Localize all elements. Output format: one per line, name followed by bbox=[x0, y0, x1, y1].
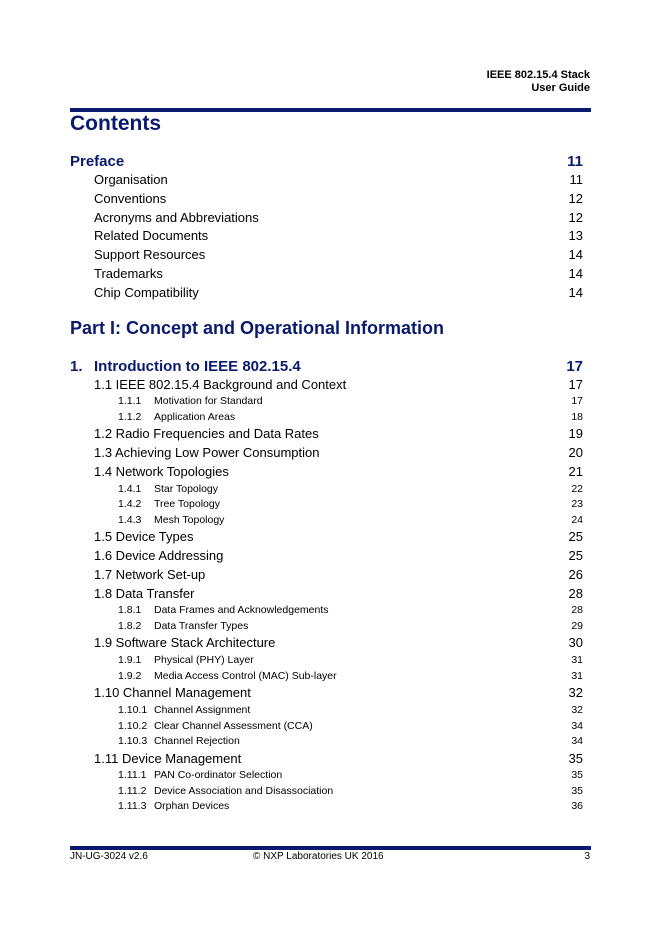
toc-subsection[interactable] bbox=[70, 498, 583, 514]
toc-entry-label bbox=[94, 210, 259, 225]
toc-subsection-number: 1.11.3 bbox=[118, 800, 147, 813]
toc-entry-title: Organisation bbox=[94, 172, 168, 187]
toc-entry-title: Chip Compatibility bbox=[94, 284, 199, 300]
toc-subsection-title: Data Transfer Types bbox=[154, 619, 249, 632]
toc-entry-page: 11 bbox=[569, 172, 583, 187]
toc-section[interactable] bbox=[70, 567, 583, 586]
toc-subsection[interactable] bbox=[70, 654, 583, 670]
toc-entry[interactable] bbox=[70, 266, 583, 285]
toc-section-title: 1.3 Achieving Low Power Consumption bbox=[94, 445, 320, 461]
toc-section[interactable] bbox=[70, 685, 583, 704]
toc-subsection-page: 35 bbox=[571, 769, 583, 782]
toc-subsection-page: 36 bbox=[571, 800, 583, 813]
toc-entry-page: 14 bbox=[568, 284, 583, 300]
toc-section-label bbox=[94, 751, 241, 766]
toc-subsection-label bbox=[118, 654, 254, 666]
toc-subsection[interactable] bbox=[70, 395, 583, 411]
toc-entry[interactable] bbox=[70, 172, 583, 191]
toc-subsection-number: 1.4.1 bbox=[118, 482, 142, 495]
toc-subsection-label bbox=[118, 720, 313, 732]
toc-section-page: 20 bbox=[568, 445, 583, 461]
toc-subsection-label bbox=[118, 498, 220, 510]
toc-entry-page: 14 bbox=[568, 265, 583, 281]
toc-subsection-title: Media Access Control (MAC) Sub-layer bbox=[154, 669, 337, 682]
toc-section-page: 30 bbox=[568, 635, 583, 651]
toc-section-title: 1.9 Software Stack Architecture bbox=[94, 635, 276, 651]
toc-subsection-number: 1.9.2 bbox=[118, 669, 142, 682]
table-of-contents bbox=[70, 150, 583, 816]
toc-subsection-page: 32 bbox=[571, 704, 583, 717]
toc-subsection[interactable] bbox=[70, 604, 583, 620]
toc-subsection-label bbox=[118, 670, 337, 682]
toc-subsection-title: Tree Topology bbox=[154, 498, 220, 511]
toc-chapter-label bbox=[70, 358, 301, 375]
toc-subsection-page: 35 bbox=[571, 784, 583, 797]
toc-chapter-page: 17 bbox=[566, 357, 583, 375]
toc-section[interactable] bbox=[70, 635, 583, 654]
toc-subsection-number: 1.10.1 bbox=[118, 704, 148, 717]
toc-subsection[interactable] bbox=[70, 769, 583, 785]
toc-section-page: 35 bbox=[568, 750, 583, 766]
toc-section[interactable] bbox=[70, 426, 583, 445]
toc-subsection[interactable] bbox=[70, 785, 583, 801]
toc-entry-page: 12 bbox=[568, 209, 583, 225]
toc-section-label bbox=[94, 445, 319, 460]
toc-subsection[interactable] bbox=[70, 704, 583, 720]
toc-subsection-number: 1.10.3 bbox=[118, 735, 148, 748]
toc-subsection-page: 18 bbox=[571, 410, 583, 423]
toc-section[interactable] bbox=[70, 586, 583, 605]
toc-entry-title: Support Resources bbox=[94, 247, 206, 263]
toc-subsection-title: PAN Co-ordinator Selection bbox=[154, 769, 283, 782]
toc-subsection-label bbox=[118, 735, 240, 747]
toc-subsection-label bbox=[118, 514, 224, 526]
toc-section-page: 25 bbox=[568, 529, 583, 545]
chapter-items bbox=[70, 377, 583, 816]
toc-section[interactable] bbox=[70, 377, 583, 396]
toc-subsection[interactable] bbox=[70, 411, 583, 427]
toc-subsection-number: 1.11.2 bbox=[118, 784, 147, 797]
toc-subsection-number: 1.8.2 bbox=[118, 619, 142, 632]
toc-section-label bbox=[94, 529, 193, 544]
toc-entry-page: 13 bbox=[568, 228, 583, 244]
toc-section-page: 17 bbox=[568, 376, 583, 392]
toc-preface-label: Preface bbox=[70, 153, 125, 170]
header-doc-type: User Guide bbox=[531, 82, 590, 94]
toc-subsection-label bbox=[118, 769, 282, 781]
toc-section-label bbox=[94, 464, 229, 479]
toc-subsection-page: 34 bbox=[571, 719, 583, 732]
toc-entry[interactable] bbox=[70, 228, 583, 247]
toc-subsection-page: 28 bbox=[571, 604, 583, 617]
toc-entry-page: 14 bbox=[568, 247, 583, 263]
toc-subsection-label bbox=[118, 620, 248, 632]
toc-subsection-title: Device Association and Disassociation bbox=[154, 784, 334, 797]
toc-subsection-title: Channel Assignment bbox=[154, 704, 251, 717]
toc-subsection-number: 1.4.3 bbox=[118, 513, 142, 526]
toc-section-page: 19 bbox=[568, 426, 583, 442]
toc-subsection[interactable] bbox=[70, 735, 583, 751]
toc-section[interactable] bbox=[70, 751, 583, 770]
toc-subsection-number: 1.4.2 bbox=[118, 498, 142, 511]
running-header bbox=[487, 69, 590, 95]
toc-subsection[interactable] bbox=[70, 720, 583, 736]
toc-section-title: 1.5 Device Types bbox=[94, 529, 194, 545]
toc-entry-label bbox=[94, 266, 163, 281]
toc-entry[interactable] bbox=[70, 210, 583, 229]
toc-entry-label bbox=[94, 172, 168, 187]
toc-entry[interactable] bbox=[70, 285, 583, 304]
toc-entry[interactable] bbox=[70, 247, 583, 266]
toc-section-label bbox=[94, 685, 251, 700]
toc-subsection-title: Orphan Devices bbox=[154, 800, 230, 813]
toc-entry-label bbox=[94, 247, 205, 262]
toc-preface[interactable] bbox=[70, 153, 583, 172]
toc-subsection-title: Mesh Topology bbox=[154, 513, 225, 526]
toc-subsection-number: 1.1.1 bbox=[118, 395, 142, 408]
toc-subsection-title: Application Areas bbox=[154, 410, 236, 423]
toc-subsection[interactable] bbox=[70, 483, 583, 499]
toc-subsection-number: 1.10.2 bbox=[118, 719, 148, 732]
toc-subsection-label bbox=[118, 604, 329, 616]
toc-section[interactable] bbox=[70, 529, 583, 548]
footer-page-number: 3 bbox=[584, 851, 590, 862]
toc-subsection-label bbox=[118, 785, 333, 797]
toc-subsection-number: 1.1.2 bbox=[118, 410, 142, 423]
toc-section-title: 1.4 Network Topologies bbox=[94, 463, 229, 479]
toc-section-page: 32 bbox=[568, 685, 583, 701]
toc-entry-title: Related Documents bbox=[94, 228, 209, 244]
header-product: IEEE 802.15.4 Stack bbox=[486, 69, 590, 81]
toc-subsection-page: 17 bbox=[571, 395, 583, 408]
toc-subsection-label bbox=[118, 483, 218, 495]
toc-entry-title: Conventions bbox=[94, 190, 167, 206]
toc-subsection-title: Clear Channel Assessment (CCA) bbox=[154, 719, 313, 732]
toc-entry[interactable] bbox=[70, 191, 583, 210]
toc-section-page: 25 bbox=[568, 548, 583, 564]
toc-subsection[interactable] bbox=[70, 800, 583, 816]
toc-section-label bbox=[94, 567, 205, 582]
preface-items bbox=[70, 172, 583, 304]
toc-entry-label bbox=[94, 285, 199, 300]
toc-subsection-title: Physical (PHY) Layer bbox=[154, 654, 254, 667]
toc-subsection-label bbox=[118, 395, 263, 407]
toc-section-label bbox=[94, 635, 275, 650]
toc-subsection-label bbox=[118, 800, 229, 812]
toc-subsection-number: 1.8.1 bbox=[118, 604, 142, 617]
toc-entry-title: Acronyms and Abbreviations bbox=[94, 209, 259, 225]
toc-chapter-number: 1. bbox=[70, 357, 83, 375]
toc-chapter-title: Introduction to IEEE 802.15.4 bbox=[94, 357, 301, 375]
toc-subsection-page: 34 bbox=[571, 735, 583, 748]
toc-section-title: 1.1 IEEE 802.15.4 Background and Context bbox=[94, 376, 347, 392]
toc-section-title: 1.6 Device Addressing bbox=[94, 548, 224, 564]
toc-section[interactable] bbox=[70, 445, 583, 464]
toc-section[interactable] bbox=[70, 464, 583, 483]
toc-subsection-title: Motivation for Standard bbox=[154, 395, 263, 408]
toc-subsection-number: 1.11.1 bbox=[118, 769, 147, 782]
toc-preface-page: 11 bbox=[567, 153, 583, 170]
toc-subsection-page: 29 bbox=[571, 619, 583, 632]
toc-subsection-page: 24 bbox=[571, 513, 583, 526]
toc-subsection[interactable] bbox=[70, 620, 583, 636]
toc-section-title: 1.8 Data Transfer bbox=[94, 585, 195, 601]
toc-subsection-page: 23 bbox=[571, 498, 583, 511]
toc-subsection-label bbox=[118, 704, 250, 716]
toc-section-title: 1.7 Network Set-up bbox=[94, 566, 206, 582]
toc-entry-label bbox=[94, 191, 166, 206]
part-heading: Part I: Concept and Operational Information bbox=[70, 317, 445, 338]
toc-subsection-number: 1.9.1 bbox=[118, 654, 142, 667]
toc-section[interactable] bbox=[70, 548, 583, 567]
toc-subsection-title: Channel Rejection bbox=[154, 735, 240, 748]
toc-subsection-title: Star Topology bbox=[154, 482, 219, 495]
toc-subsection[interactable] bbox=[70, 514, 583, 530]
toc-section-page: 28 bbox=[568, 585, 583, 601]
toc-section-label bbox=[94, 377, 346, 392]
toc-section-title: 1.11 Device Management bbox=[94, 750, 242, 766]
toc-section-label bbox=[94, 586, 194, 601]
toc-section-title: 1.10 Channel Management bbox=[94, 685, 251, 701]
page-title: Contents bbox=[70, 112, 161, 135]
toc-section-page: 21 bbox=[568, 463, 583, 479]
toc-subsection-page: 31 bbox=[571, 654, 583, 667]
toc-subsection-title: Data Frames and Acknowledgements bbox=[154, 604, 329, 617]
toc-section-label bbox=[94, 426, 319, 441]
toc-subsection-page: 22 bbox=[571, 482, 583, 495]
toc-section-page: 26 bbox=[568, 566, 583, 582]
toc-section-title: 1.2 Radio Frequencies and Data Rates bbox=[94, 426, 319, 442]
toc-entry-page: 12 bbox=[568, 190, 583, 206]
toc-section-label bbox=[94, 548, 223, 563]
toc-subsection[interactable] bbox=[70, 670, 583, 686]
footer-copyright: © NXP Laboratories UK 2016 bbox=[253, 851, 384, 862]
footer-doc-id: JN-UG-3024 v2.6 bbox=[70, 851, 148, 862]
bottom-rule bbox=[70, 846, 591, 850]
toc-subsection-label bbox=[118, 411, 235, 423]
toc-subsection-page: 31 bbox=[571, 669, 583, 682]
toc-entry-title: Trademarks bbox=[94, 265, 163, 281]
toc-chapter-1[interactable] bbox=[70, 358, 583, 377]
toc-entry-label bbox=[94, 228, 208, 243]
